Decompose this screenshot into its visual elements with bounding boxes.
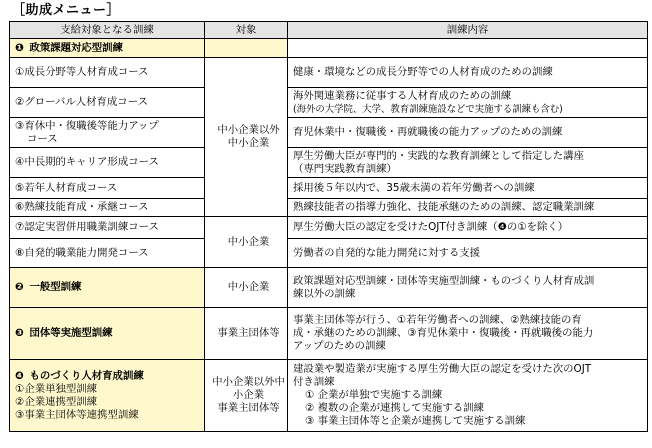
section-content: 練以外の訓練 [293,287,356,300]
target-cell: 事業主団体等 [205,308,288,360]
course-content: 採用後５年以内で、35歳未満の若年労働者への訓練 [288,178,648,199]
content-item: ③ 事業主団体等と企業が連携して実施する訓練 [305,415,526,427]
header-content: 訓練内容 [288,22,648,39]
course-content: 厚生労働大臣の認定を受けたOJT付き訓練（❹の①を除く） [288,217,648,239]
header-target: 対象 [205,22,288,39]
section-content: 政策課題対応型訓練・団体等実施型訓練・ものづくり人材育成訓 [293,274,595,287]
course-name: ①成長分野等人材育成コース [10,58,205,88]
section-row-group [10,308,648,360]
course-name: ②グローバル人材育成コース [10,88,205,118]
table-row [10,199,648,217]
section-row-general [10,268,648,308]
section-manufacturing-label [10,360,205,432]
sub-course: ①企業単独型訓練 [15,382,98,395]
target-cell: 中小企業 [205,268,288,308]
section-policy-target-blank [205,39,288,58]
page-title: ［助成メニュー］ [12,3,121,18]
course-content: 厚生労働大臣が専門的・実践的な教育訓練として指定した講座 [293,149,584,162]
target-cell [205,360,288,432]
course-content-note: (海外の大学院、大学、教育訓練施設などで実施する訓練も含む) [293,103,563,115]
header-training: 支給対象となる訓練 [10,22,205,39]
section-content-cell [288,268,648,308]
section-number: ❶ [15,41,24,54]
section-name: 団体等実施型訓練 [29,327,113,339]
section-content: 成・承継のための訓練、③育児休業中・復職後・再就職後の能力 [293,327,594,339]
target-cell: 中小企業 [205,217,288,268]
section-name: 政策課題対応型訓練 [29,41,123,54]
target-line: 中小企業 [227,137,270,149]
course-content: 育児休業中・復職後・再就職後の能力アップのための訓練 [288,118,648,148]
course-content: 海外関連業務に従事する人材育成のための訓練 [293,89,512,102]
course-name: ⑦認定実習併用職業訓練コース [10,217,205,239]
sub-course: ②企業連携型訓練 [15,395,98,408]
section-number: ❹ [15,369,24,382]
course-content: 労働者の自発的な能力開発に対する支援 [288,239,648,268]
section-row-manufacturing [10,360,648,432]
course-name: ⑥熟練技能育成・承継コース [10,199,205,217]
section-group-label [10,308,205,360]
section-name: ものづくり人材育成訓練 [29,369,144,382]
table-row [10,178,648,199]
subsidy-menu-table [9,21,648,432]
course-content: 熟練技能者の指導力強化、技能承継のための訓練、認定職業訓練 [288,199,648,217]
course-name: ⑤若年人材育成コース [10,178,205,199]
section-content: アップのための訓練 [293,340,386,352]
course-content: 健康・環境などの成長分野等での人材育成のための訓練 [288,58,648,88]
course-name-cont: コース [27,132,58,145]
course-content-cell [288,148,648,178]
section-content: 建設業や製造業が実施する厚生労働大臣の認定を受けた次のOJT [293,363,592,375]
section-content: 事業主団体等が行う、①若年労働者への訓練、②熟練技能の育 [293,314,582,326]
content-item: ② 複数の企業が連携して実施する訓練 [305,402,484,414]
course-name-cell [10,118,205,148]
content-item: ① 企業が単独で実施する訓練 [305,389,443,401]
course-content-cell [288,88,648,118]
section-name: 一般型訓練 [29,281,82,293]
table-row [10,239,648,268]
section-policy-content-blank [288,39,648,58]
table-row [10,58,648,88]
target-line: 小企業 [232,389,265,401]
course-name: ④中長期的キャリア形成コース [10,148,205,178]
course-content: （専門実践教育訓練） [293,162,397,175]
section-content-cell [288,308,648,360]
header-row [10,22,648,39]
section-content-cell [288,360,648,432]
table-row [10,118,648,148]
section-content: 付き訓練 [293,376,335,388]
table-row [10,88,648,118]
section-general-label [10,268,205,308]
table-row [10,217,648,239]
target-line: 中小企業以外中 [212,376,285,388]
section-row-policy [10,39,648,58]
target-cell [205,58,288,217]
section-number: ❸ [15,327,24,339]
target-line: 中小企業以外 [217,124,280,136]
target-line: 事業主団体等 [217,402,280,414]
section-policy-label [10,39,205,58]
table-row [10,148,648,178]
sub-course: ③事業主団体等連携型訓練 [15,408,139,421]
course-name: ⑧自発的職業能力開発コース [10,239,205,268]
section-number: ❷ [15,281,24,293]
course-name: ③育休中・復職後等能力アップ [15,119,159,132]
